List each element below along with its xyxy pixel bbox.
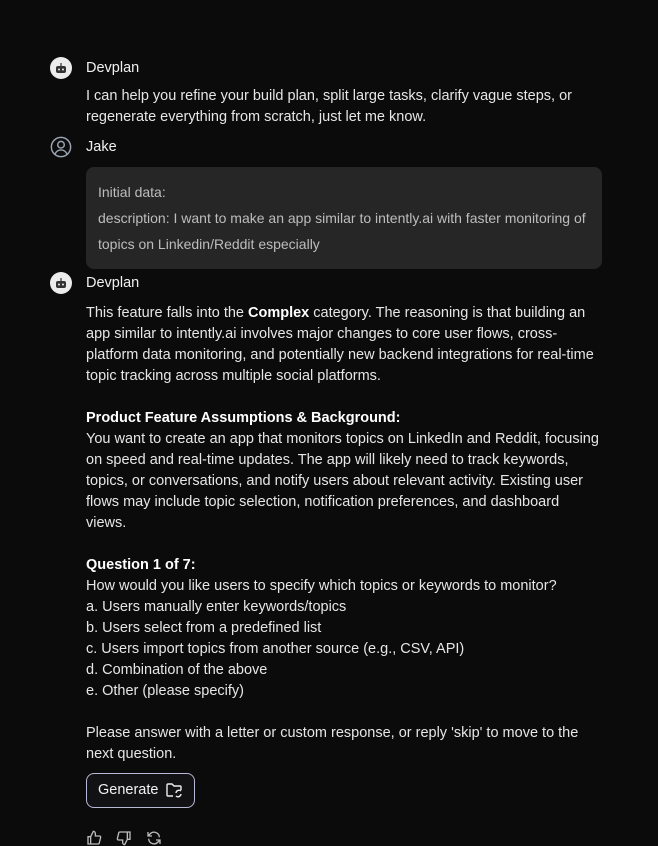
user-message-bubble [86,167,602,269]
option: e. Other (please specify) [86,683,244,699]
option: c. Users import topics from another source (e.g., CSV, API) [86,641,465,657]
generate-label: Generate [98,782,159,798]
section-title: Product Feature Assumptions & Background: [86,410,401,426]
bot-avatar-icon [50,57,72,79]
question-title: Question 1 of 7: [86,557,196,573]
thumbs-down-icon[interactable] [116,830,132,846]
message-text: I can help you refine your build plan, split large tasks, clarify vague steps, or regenerate everything from scratch, just let me know. [86,88,573,125]
message-line: description: I want to make an app similar to intently.ai with faster monitoring of topics on Linkedin/Reddit especially [98,210,586,252]
complexity-paragraph [86,303,602,387]
regenerate-icon[interactable] [146,830,162,846]
section-text: You want to create an app that monitors topics on LinkedIn and Reddit, focusing on speed and real-time updates. The app will likely need to track keywords, topics, or conversations, and notify users about relevant activity. Existing user flows may include topic selection, notification preferences, and dashboard views. [86,431,599,531]
sender-name: Devplan [86,60,140,76]
message-devplan-question [50,271,602,846]
user-avatar-icon [50,136,72,158]
message-line: Initial data: [98,184,166,200]
sender-name: Jake [86,139,117,155]
sender-name: Devplan [86,275,140,291]
thumbs-up-icon[interactable] [86,830,102,846]
question-text: How would you like users to specify which topics or keywords to monitor? [86,578,557,594]
question-section [86,555,602,702]
generate-button[interactable] [86,773,195,808]
complexity-label: Complex [248,305,310,321]
option: d. Combination of the above [86,662,268,678]
assumptions-section [86,408,602,534]
option: b. Users select from a predefined list [86,620,322,636]
text: category. The reasoning is that building an app similar to intently.ai involves major changes to core user flows, cross-platform data monitoring, and potentially new backend integrations for real-time topic tracking across multiple social platforms. [86,305,594,384]
folder-sync-icon [166,783,183,798]
message-user [50,135,602,269]
bot-avatar-icon [50,272,72,294]
closing-text: Please answer with a letter or custom response, or reply 'skip' to move to the next question. [86,725,579,762]
text: This feature falls into the [86,305,248,321]
option: a. Users manually enter keywords/topics [86,599,347,615]
